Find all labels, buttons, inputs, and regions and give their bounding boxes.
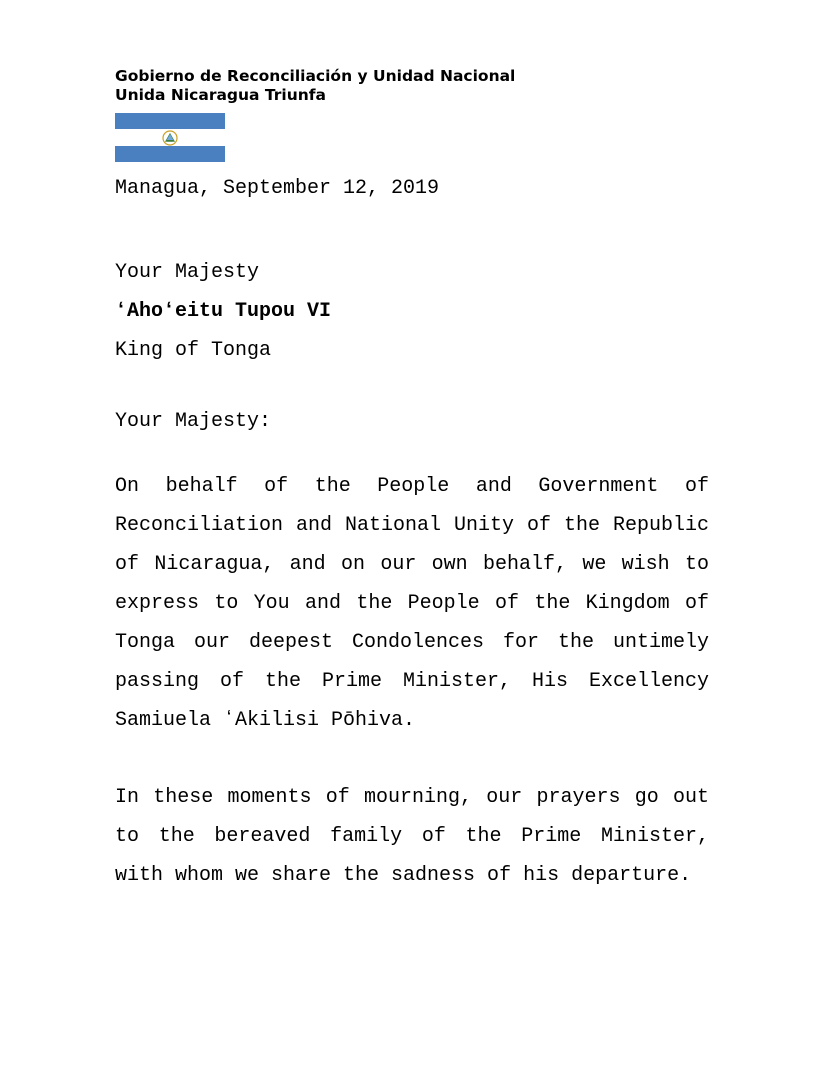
flag-bottom-stripe — [115, 146, 225, 162]
letterhead-motto: Unida Nicaragua Triunfa — [115, 86, 327, 104]
addressee-name: ʻAhoʻeitu Tupou VI — [115, 300, 332, 323]
coat-of-arms-icon — [162, 130, 178, 146]
nicaragua-flag — [115, 113, 225, 162]
salutation: Your Majesty: — [115, 410, 272, 433]
body-paragraph: In these moments of mourning, our prayers go out to the bereaved family of the Prime Minister, with whom we share the sadness of his departure. — [115, 786, 709, 887]
body-paragraph: On behalf of the People and Government of Reconciliation and National Unity of the Republic of Nicaragua, and on our own behalf, we wish to express to You and the People of the Kingdom of Tonga our deepest Condolences for the untimely passing of the Prime Minister, His Excellency Samiuela ʻAkilisi Pōhiva. — [115, 475, 709, 732]
addressee-title: Your Majesty — [115, 261, 260, 284]
letterhead-government-name: Gobierno de Reconciliación y Unidad Nacional — [115, 67, 516, 85]
addressee-block — [115, 253, 331, 370]
letterhead — [115, 67, 515, 105]
letter-date: Managua, September 12, 2019 — [115, 177, 440, 200]
flag-top-stripe — [115, 113, 225, 129]
addressee-position: King of Tonga — [115, 339, 272, 362]
